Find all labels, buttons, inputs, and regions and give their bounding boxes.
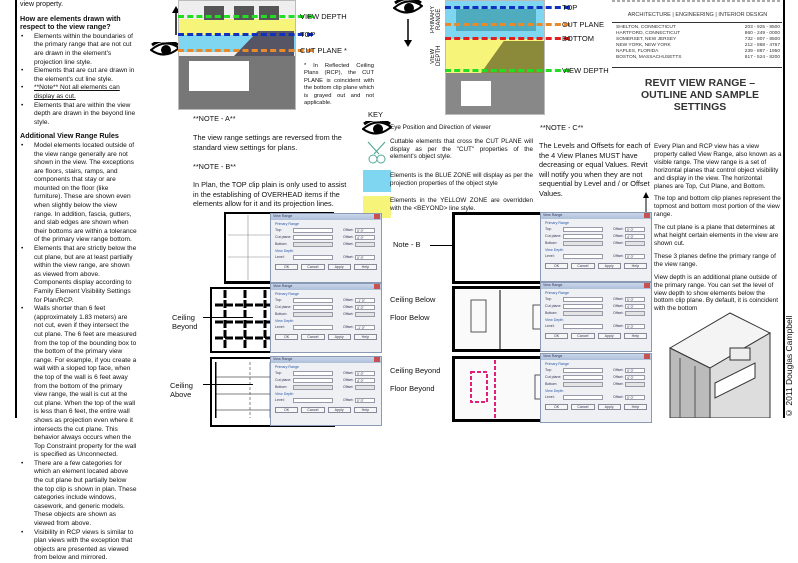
cancel-button[interactable]: Cancel — [571, 404, 594, 410]
field-label: Cut plane: — [275, 235, 292, 240]
help-button[interactable]: Help — [624, 263, 647, 269]
group-label: Primary Range — [275, 292, 299, 296]
offset-input[interactable]: 0' 0" — [355, 398, 375, 403]
help-button[interactable]: Help — [624, 333, 647, 339]
key-title: KEY — [368, 110, 384, 119]
cancel-button[interactable]: Cancel — [301, 334, 324, 340]
note-c-title: **NOTE - C** — [540, 123, 584, 132]
paragraph: The cut plane is a plane that determines at what height certain elements in the view are shown cut. — [654, 224, 779, 247]
primary-range-label: PRIMARY RANGE — [430, 5, 442, 33]
offset-input[interactable]: 0' 0" — [625, 395, 645, 400]
cancel-button[interactable]: Cancel — [301, 264, 324, 270]
field-label: Top: — [275, 298, 282, 303]
offset-label: Offset: — [343, 305, 354, 310]
field-label: Level: — [545, 395, 555, 400]
office-phone: 239 - 887 - 1950 — [744, 49, 780, 54]
group-label: View Depth — [545, 248, 564, 252]
field-label: Cut plane: — [275, 305, 292, 310]
field-label: Level: — [545, 254, 555, 259]
offset-input[interactable]: 4' 0" — [625, 304, 645, 309]
key-eye-text: Eye Position and Direction of viewer — [390, 124, 491, 131]
field-label: Level: — [275, 398, 285, 403]
view-range-dialog — [540, 212, 652, 282]
view-depth-label: VIEW DEPTH — [562, 66, 609, 75]
offset-label: Offset: — [343, 298, 354, 303]
view-range-dialog — [270, 356, 382, 426]
level-select[interactable] — [293, 398, 333, 403]
offset-input[interactable]: 0' 0" — [625, 297, 645, 302]
field-label: Top: — [275, 371, 282, 376]
level-select[interactable] — [563, 297, 603, 302]
offset-label: Offset: — [613, 234, 624, 239]
offset-input[interactable] — [355, 385, 375, 390]
elements-list — [20, 33, 137, 128]
level-select[interactable] — [563, 324, 603, 329]
office-city: SOMERSET, NEW JERSEY — [616, 37, 677, 42]
level-select[interactable] — [293, 378, 333, 383]
note-a-title: **NOTE - A** — [193, 114, 236, 123]
level-select[interactable] — [563, 227, 603, 232]
rcp-note: * In Reflected Ceiling Plans (RCP), the CUT PLANE is coincident with the bottom clip plane which is grayed out and not applicable. — [304, 63, 374, 107]
view-range-dialog — [540, 353, 652, 423]
list-item: • Model elements located outside of the view range generally are not shown in the view. The exceptions are floors, stairs, ramps, and components that stay or are mounted on the floor (like furniture). These are shown even when slightly below the view range. In addition, fascia, gutters, and slab edges are shown when their bottoms are within a tolerance of the primary view range bottom. — [20, 142, 137, 245]
offset-label: Offset: — [343, 398, 354, 403]
field-label: Bottom: — [275, 312, 288, 317]
field-label: Top: — [545, 227, 552, 232]
apply-button[interactable]: Apply — [598, 263, 621, 269]
offset-label: Offset: — [613, 382, 624, 387]
offset-input[interactable]: 0' 0" — [355, 228, 375, 233]
office-city: BOSTON, MASSACHUSETTS — [616, 55, 682, 60]
offset-label: Offset: — [613, 395, 624, 400]
copyright: © 2011 Douglas Campbell — [784, 315, 794, 418]
note-b-label: Note - B — [393, 240, 421, 249]
office-phone: 860 - 249 - 0000 — [744, 31, 780, 36]
offset-input[interactable]: 0' 0" — [355, 255, 375, 260]
leader-line — [203, 384, 253, 385]
level-select[interactable] — [293, 371, 333, 376]
field-label: Cut plane: — [545, 304, 562, 309]
offset-label: Offset: — [343, 228, 354, 233]
help-button[interactable]: Help — [354, 264, 377, 270]
offset-label: Offset: — [613, 375, 624, 380]
offset-label: Offset: — [343, 371, 354, 376]
view-range-dialog — [270, 213, 382, 283]
dialog-titlebar — [271, 284, 381, 290]
ok-button[interactable]: OK — [545, 263, 568, 269]
level-select[interactable] — [293, 242, 333, 247]
top-label: TOP — [562, 3, 578, 12]
cancel-button[interactable]: Cancel — [571, 263, 594, 269]
arrow-down-icon — [400, 18, 416, 48]
group-label: View Depth — [545, 389, 564, 393]
note-a-text: The view range settings are reversed from the standard view settings for plans. — [193, 133, 342, 152]
dialog-titlebar — [541, 213, 651, 219]
level-select[interactable] — [563, 254, 603, 259]
list-item: • Elements that are within the view depth are drawn in the beyond line style. — [20, 102, 137, 128]
level-select[interactable] — [563, 382, 603, 387]
group-label: View Depth — [545, 318, 564, 322]
top-line — [445, 6, 570, 10]
divider — [612, 67, 782, 68]
dialog-title: View Range — [273, 357, 293, 361]
view-depth-line — [445, 69, 570, 73]
level-select[interactable] — [293, 385, 333, 390]
heading-elements-drawn: How are elements drawn with respect to the view range? — [20, 13, 121, 32]
level-select[interactable] — [563, 304, 603, 309]
right-column — [654, 143, 782, 318]
ok-button[interactable]: OK — [275, 407, 298, 413]
group-label: Primary Range — [275, 222, 299, 226]
level-select[interactable] — [563, 241, 603, 246]
offset-input[interactable] — [625, 311, 645, 316]
field-label: Top: — [545, 297, 552, 302]
group-label: View Depth — [275, 392, 294, 396]
leader-line — [430, 245, 452, 246]
ceiling-below-label: Ceiling Below — [390, 295, 436, 304]
cut-plane-line — [178, 49, 313, 53]
blue-zone-swatch — [363, 170, 391, 192]
ceiling-beyond-label: Ceiling Beyond — [172, 313, 198, 331]
office-city: SHELTON, CONNECTICUT — [616, 25, 676, 30]
dialog-title: View Range — [543, 354, 563, 358]
level-select[interactable] — [293, 305, 333, 310]
group-label: Primary Range — [545, 362, 569, 366]
offset-input[interactable]: 4' 0" — [355, 378, 375, 383]
cut-plane-line — [445, 23, 570, 27]
field-label: Bottom: — [545, 382, 558, 387]
group-label: View Depth — [275, 249, 294, 253]
group-label: View Depth — [275, 319, 294, 323]
list-item: • Elements within the boundaries of the primary range that are not cut are drawn in the element's projection line style. — [20, 33, 137, 67]
office-row — [616, 55, 780, 61]
offset-input[interactable]: 0' 0" — [625, 324, 645, 329]
offset-input[interactable] — [355, 242, 375, 247]
field-label: Cut plane: — [545, 234, 562, 239]
office-city: NEW YORK, NEW YORK — [616, 43, 671, 48]
rules-list — [20, 142, 137, 563]
offset-input[interactable]: 0' 0" — [355, 371, 375, 376]
view-depth-side-label: VIEW DEPTH — [430, 45, 442, 67]
level-select[interactable] — [293, 255, 333, 260]
offset-input[interactable]: 0' 0" — [625, 227, 645, 232]
cut-plane-label: CUT PLANE * — [300, 46, 347, 55]
floor-beyond-label: Floor Beyond — [390, 384, 435, 393]
scissors-icon — [365, 140, 389, 166]
office-phone: 203 - 925 - 8500 — [744, 25, 780, 30]
field-label: Level: — [545, 324, 555, 329]
offset-input[interactable]: -1' 0" — [355, 298, 375, 303]
floor-below-label: Floor Below — [390, 313, 430, 322]
offset-input[interactable]: 4' 0" — [625, 375, 645, 380]
field-label: Level: — [275, 325, 285, 330]
level-select[interactable] — [293, 228, 333, 233]
top-label: TOP — [300, 30, 316, 39]
top-line — [178, 33, 313, 37]
left-column — [20, 1, 137, 563]
apply-button[interactable]: Apply — [328, 264, 351, 270]
dialog-title: View Range — [543, 283, 563, 287]
offset-label: Offset: — [613, 304, 624, 309]
eye-icon — [362, 121, 392, 137]
offset-input[interactable]: 4' 0" — [355, 235, 375, 240]
dialog-title: View Range — [543, 213, 563, 217]
view-range-dialog — [540, 282, 652, 352]
field-label: Bottom: — [545, 311, 558, 316]
offset-label: Offset: — [613, 311, 624, 316]
help-button[interactable]: Help — [354, 407, 377, 413]
apply-button[interactable]: Apply — [328, 334, 351, 340]
page-title: REVIT VIEW RANGE – OUTLINE AND SAMPLE SETTINGS — [640, 77, 760, 113]
field-label: Top: — [275, 228, 282, 233]
offset-label: Offset: — [343, 385, 354, 390]
view-depth-label: VIEW DEPTH — [300, 12, 347, 21]
field-label: Level: — [275, 255, 285, 260]
ok-button[interactable]: OK — [545, 404, 568, 410]
offset-input[interactable]: 0' 0" — [625, 254, 645, 259]
isometric-3d-view — [660, 308, 775, 418]
level-select[interactable] — [293, 325, 333, 330]
key-cut-text: Cuttable elements that cross the CUT PLANE will display as per the "CUT" properties of the element's object style. — [390, 138, 533, 161]
help-button[interactable]: Help — [354, 334, 377, 340]
close-icon[interactable] — [644, 283, 650, 288]
offset-label: Offset: — [613, 324, 624, 329]
intro-tail: view property. — [20, 1, 64, 8]
office-phone: 617 - 524 - 8200 — [744, 55, 780, 60]
office-phone: 212 - 868 - 4767 — [744, 43, 780, 48]
office-list — [616, 25, 780, 61]
list-item: • Walls shorter than 6 feet (approximately 1.83 meters) are not cut, even if they intersect the cut plane. The 6 feet are measured from the top of the bounding box to the bottom of the primary view range. For example, if you create a wall with a sloped top face, when the top of the wall is 6 feet away from the bottom of the primary view range, the wall is cut at the cut plane. When the top of the wall is less than 6 feet, the entire wall shows as projection even where it intersects the cut plane. This behavior always occurs when the Top Constraint property for the wall is specified as Unconnected. — [20, 305, 137, 460]
apply-button[interactable]: Apply — [598, 404, 621, 410]
dialog-titlebar — [271, 214, 381, 220]
dialog-title: View Range — [273, 284, 293, 288]
left-border — [15, 0, 17, 418]
office-city: NAPLES, FLORIDA — [616, 49, 659, 54]
group-label: Primary Range — [545, 221, 569, 225]
offset-input[interactable] — [625, 241, 645, 246]
list-item: • Elements that are strictly below the cut plane, but are at least partially within the view range, are shown as viewed from above. Components display according to Family Element Visibility Settings for Plan/RCP. — [20, 245, 137, 305]
field-label: Cut plane: — [545, 375, 562, 380]
dialog-titlebar — [271, 357, 381, 363]
leader-line — [203, 317, 253, 318]
offset-input[interactable] — [625, 382, 645, 387]
bottom-label: BOTTOM — [562, 34, 594, 43]
level-select[interactable] — [293, 298, 333, 303]
cancel-button[interactable]: Cancel — [571, 333, 594, 339]
group-label: Primary Range — [275, 365, 299, 369]
close-icon[interactable] — [374, 357, 380, 362]
note-b-text: In Plan, the TOP clip plain is only used to assist in the establishing of OVERHEAD items if the elements allow for it and its projection lines. — [193, 180, 347, 208]
offset-input[interactable]: 4' 0" — [355, 305, 375, 310]
eye-icon — [393, 0, 423, 16]
level-select[interactable] — [563, 368, 603, 373]
paragraph: View depth is an additional plane outside of the primary range. You can set the level of view depth to show elements below the bottom clip plane. By default, it is coincident with the bottom — [654, 273, 778, 313]
level-select[interactable] — [293, 235, 333, 240]
rcp-section-diagram — [445, 0, 545, 115]
field-label: Cut plane: — [275, 378, 292, 383]
offset-input[interactable]: 4' 0" — [625, 234, 645, 239]
list-item: • **Note** Not all elements can display as cut. — [20, 84, 137, 101]
company-name-cropped — [612, 0, 780, 2]
field-label: Top: — [545, 368, 552, 373]
offset-label: Offset: — [613, 241, 624, 246]
ok-button[interactable]: OK — [545, 333, 568, 339]
offset-label: Offset: — [613, 297, 624, 302]
office-city: HARTFORD, CONNECTICUT — [616, 31, 681, 36]
level-select[interactable] — [293, 312, 333, 317]
field-label: Bottom: — [275, 242, 288, 247]
key-yellow-text: Elements in the YELLOW ZONE are overridden with the <BEYOND> line style. — [390, 197, 533, 212]
offset-input[interactable] — [355, 312, 375, 317]
paragraph: Every Plan and RCP view has a view property called View Range, also known as a visible range. The view range is a set of horizontal planes that control object visibility and display in the view. The horizontal planes are Top, Cut Plane, and Bottom. — [654, 143, 782, 190]
field-label: Bottom: — [545, 241, 558, 246]
apply-button[interactable]: Apply — [328, 407, 351, 413]
level-select[interactable] — [563, 395, 603, 400]
level-select[interactable] — [563, 311, 603, 316]
offset-label: Offset: — [343, 325, 354, 330]
level-select[interactable] — [563, 234, 603, 239]
dialog-title: View Range — [273, 214, 293, 218]
note-b-title: **NOTE - B** — [193, 162, 236, 171]
ceiling-beyond-label: Ceiling Beyond — [390, 366, 441, 375]
list-item: • Visibility in RCP views is similar to plan views with the exception that objects are presented as viewed from below and mirrored. — [20, 529, 137, 563]
view-range-dialog — [270, 283, 382, 353]
ceiling-above-label: Ceiling Above — [170, 381, 193, 399]
help-button[interactable]: Help — [624, 404, 647, 410]
offset-label: Offset: — [343, 235, 354, 240]
dialog-titlebar — [541, 283, 651, 289]
list-item: • There are a few categories for which an element located above the cut plane but partially below the top clip is shown in plan. These categories include windows, casework, and generic models. These objects are shown as viewed from above. — [20, 460, 137, 529]
offset-label: Offset: — [613, 254, 624, 259]
ok-button[interactable]: OK — [275, 264, 298, 270]
offset-input[interactable]: 0' 0" — [625, 368, 645, 373]
offset-label: Offset: — [343, 255, 354, 260]
heading-additional-rules: Additional View Range Rules — [20, 131, 119, 141]
list-item: • Elements that are cut are drawn in the element's cut line style. — [20, 67, 137, 84]
paragraph: The top and bottom clip planes represent the topmost and bottom most portion of the view range. — [654, 195, 781, 219]
view-depth-line — [178, 15, 313, 19]
close-icon[interactable] — [644, 354, 650, 359]
eye-icon — [150, 42, 180, 58]
cancel-button[interactable]: Cancel — [301, 407, 324, 413]
apply-button[interactable]: Apply — [598, 333, 621, 339]
field-label: Bottom: — [275, 385, 288, 390]
offset-label: Offset: — [343, 312, 354, 317]
offset-label: Offset: — [613, 227, 624, 232]
group-label: Primary Range — [545, 291, 569, 295]
dialog-titlebar — [541, 354, 651, 360]
note-c-text: The Levels and Offsets for each of the 4 View Planes MUST have decreasing or equal Values. Revit will notify you when they are not sequential by Level and / or Offset Values. — [539, 141, 651, 198]
close-icon[interactable] — [374, 214, 380, 219]
divider — [612, 22, 782, 23]
close-icon[interactable] — [644, 213, 650, 218]
paragraph: These 3 planes define the primary range of the view range. — [654, 252, 776, 268]
offset-label: Offset: — [343, 242, 354, 247]
cut-plane-label: CUT PLANE — [562, 20, 604, 29]
key-blue-text: Elements is the BLUE ZONE will display as per the projection properties of the object style — [390, 172, 533, 187]
company-tagline: ARCHITECTURE | ENGINEERING | INTERIOR DESIGN — [627, 12, 768, 18]
bottom-line — [445, 37, 570, 41]
office-phone: 732 - 807 - 8500 — [744, 37, 780, 42]
offset-label: Offset: — [343, 378, 354, 383]
close-icon[interactable] — [374, 284, 380, 289]
offset-input[interactable]: -1' 0" — [355, 325, 375, 330]
level-select[interactable] — [563, 375, 603, 380]
offset-label: Offset: — [613, 368, 624, 373]
ok-button[interactable]: OK — [275, 334, 298, 340]
